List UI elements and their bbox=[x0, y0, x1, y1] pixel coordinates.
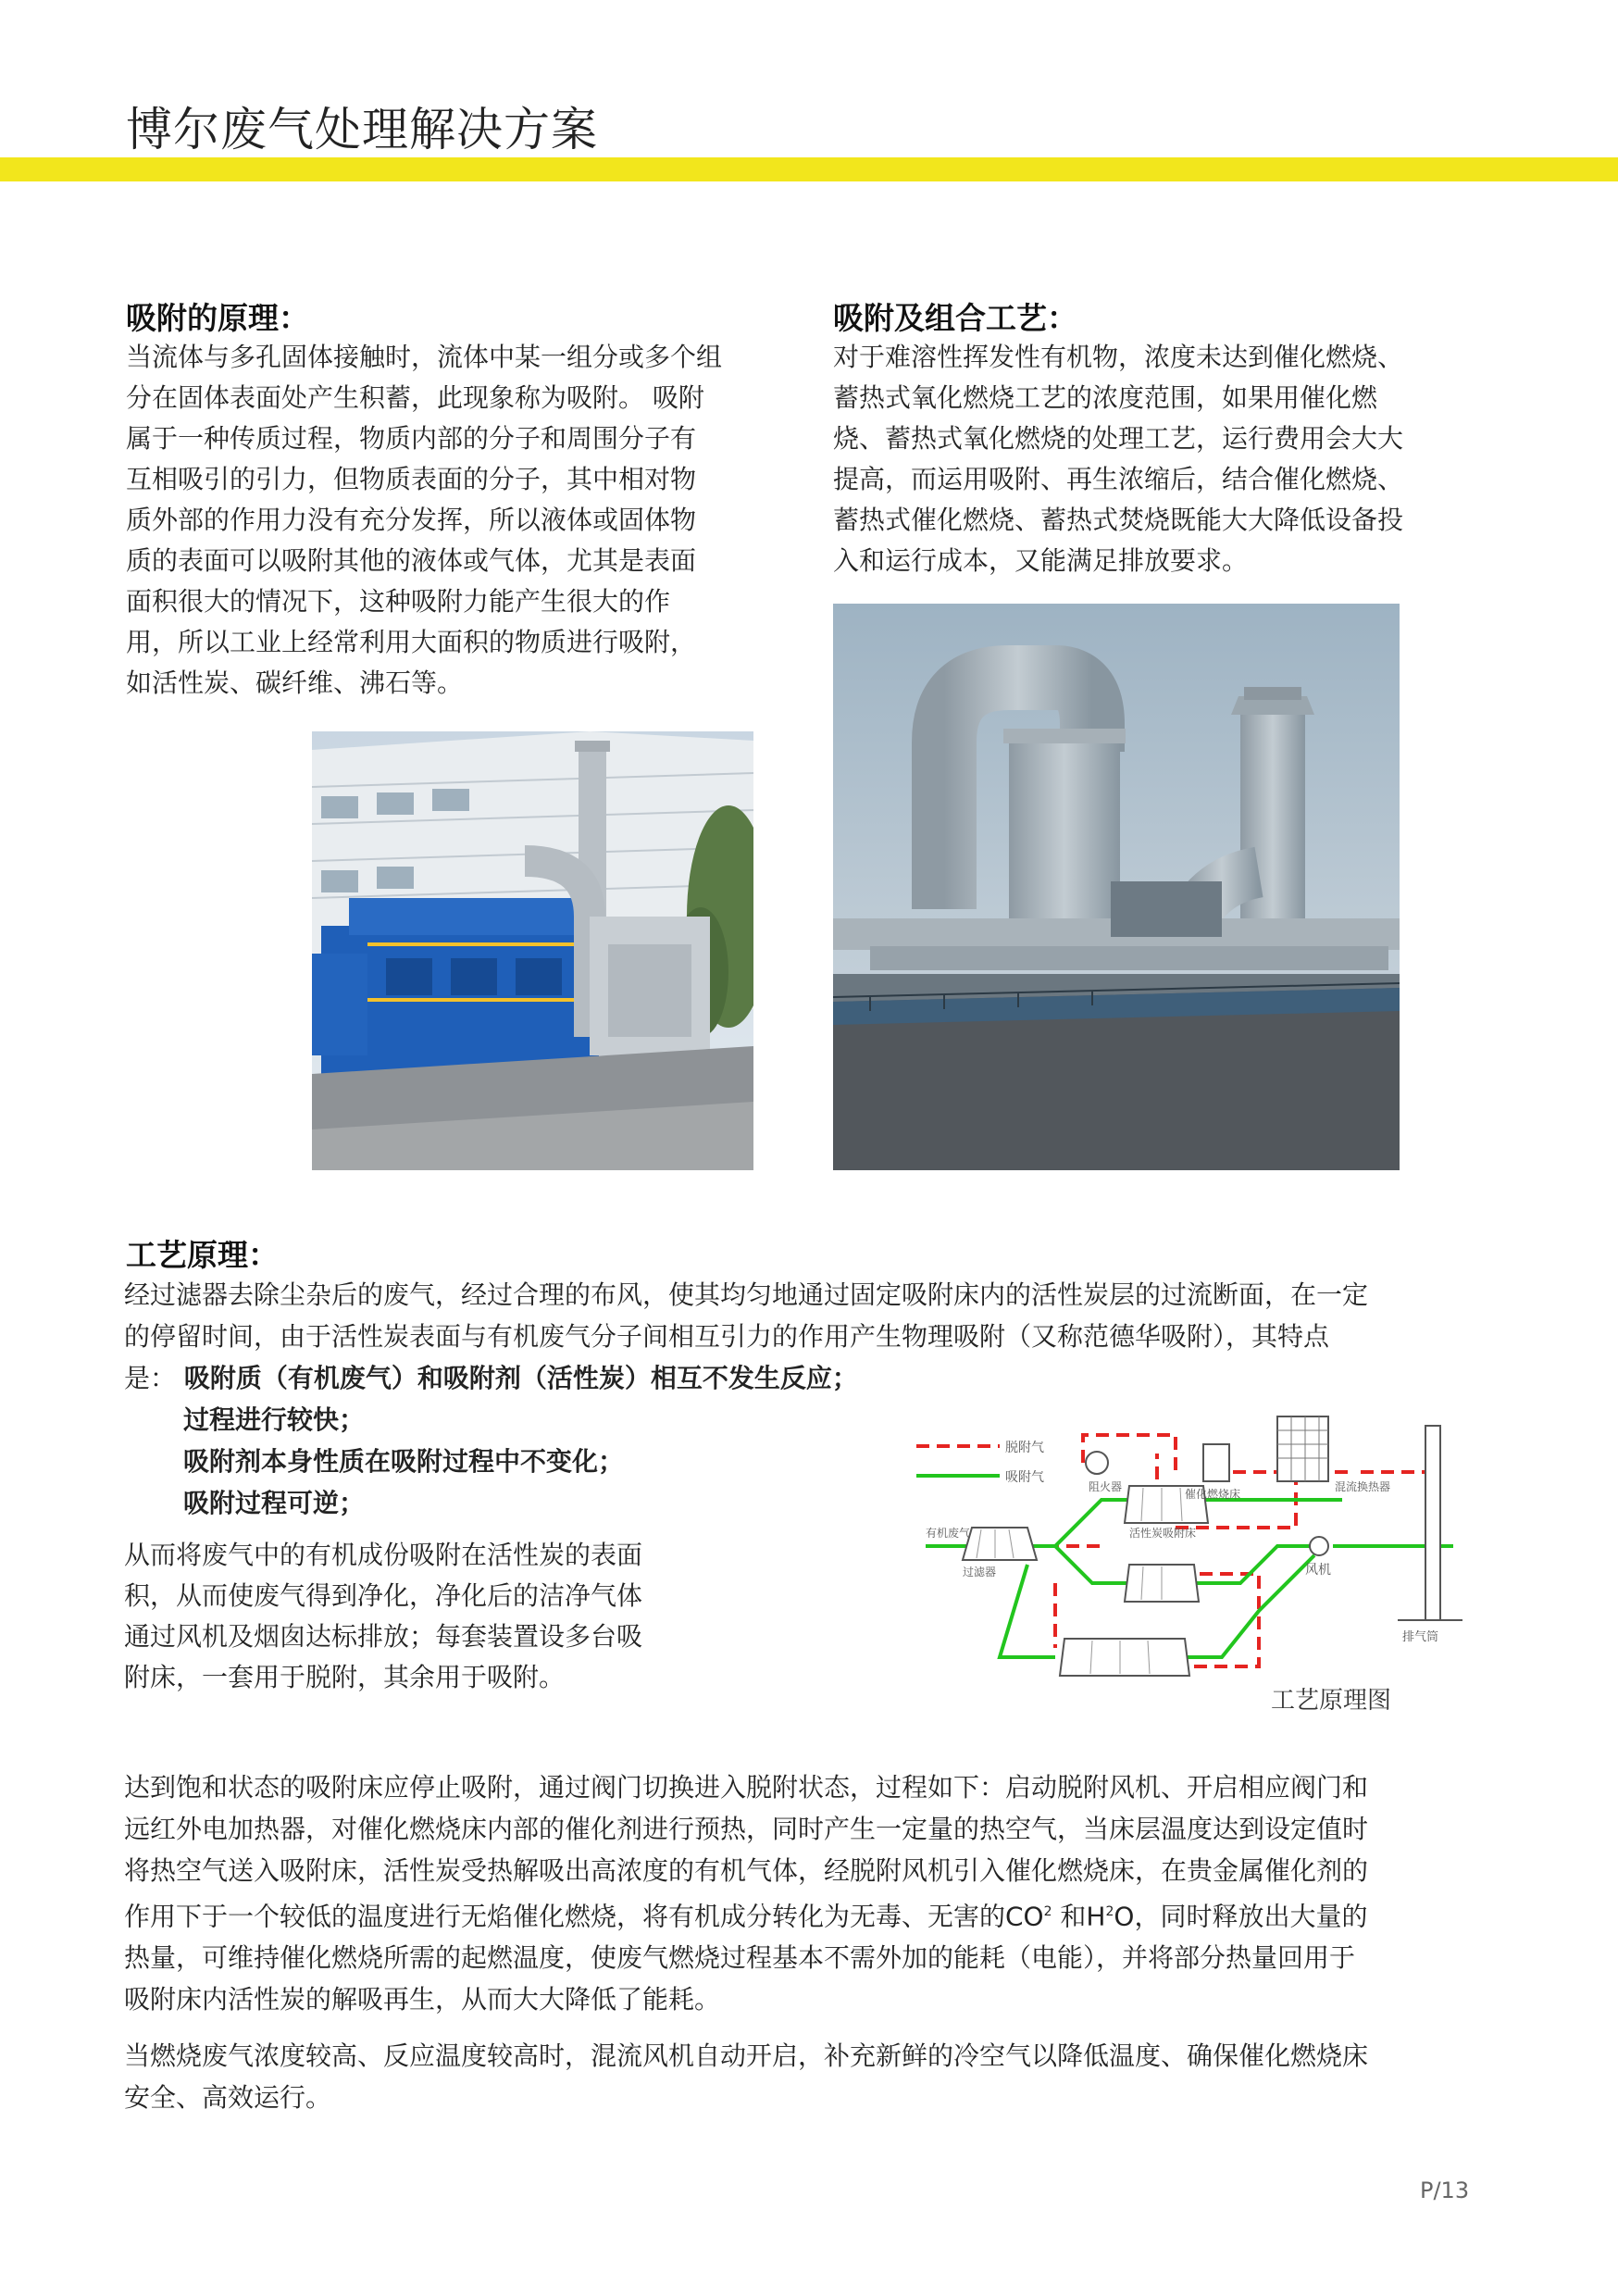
text-line: 蓄热式催化燃烧、蓄热式焚烧既能大大降低设备投 bbox=[833, 505, 1404, 535]
feature-item: 吸附质（有机废气）和吸附剂（活性炭）相互不发生反应； bbox=[183, 1363, 858, 1393]
text-line: 的停留时间，由于活性炭表面与有机废气分子间相互引力的作用产生物理吸附（又称范德华吸附），其特点 bbox=[124, 1321, 1330, 1352]
text-line: 用，所以工业上经常利用大面积的物质进行吸附， bbox=[126, 627, 697, 657]
text-line: 属于一种传质过程，物质内部的分子和周围分子有 bbox=[126, 423, 697, 454]
text-line: 质的表面可以吸附其他的液体或气体，尤其是表面 bbox=[126, 545, 697, 576]
text-line: 从而将废气中的有机成份吸附在活性炭的表面 bbox=[124, 1540, 643, 1570]
process-diagram bbox=[907, 1398, 1470, 1731]
process-heading: 工艺原理： bbox=[126, 1237, 279, 1273]
label-filter: 过滤器 bbox=[963, 1566, 997, 1578]
text-line: 当燃烧废气浓度较高、反应温度较高时，混流风机自动开启，补充新鲜的冷空气以降低温度、确保催化燃烧床 bbox=[124, 2040, 1369, 2071]
stack-shape bbox=[1425, 1426, 1440, 1620]
text-line: 将热空气送入吸附床，活性炭受热解吸出高浓度的有机气体，经脱附风机引入催化燃烧床，在贵金属催化剂的 bbox=[124, 1855, 1369, 1886]
text-line: 质外部的作用力没有充分发挥，所以液体或固体物 bbox=[126, 505, 697, 535]
diagram-caption: 工艺原理图 bbox=[1271, 1687, 1392, 1715]
page-number: P/13 bbox=[1420, 2177, 1470, 2203]
text-line: 入和运行成本，又能满足排放要求。 bbox=[833, 545, 1249, 576]
feature-item: 过程进行较快； bbox=[183, 1404, 366, 1435]
text-line: 蓄热式氧化燃烧工艺的浓度范围，如果用催化燃 bbox=[833, 382, 1378, 413]
text-line: 对于难溶性挥发性有机物，浓度未达到催化燃烧、 bbox=[833, 342, 1404, 372]
equipment-photo-rooftop bbox=[833, 604, 1400, 1170]
label-catalytic-bed: 催化燃烧床 bbox=[1185, 1488, 1241, 1501]
label-adsorber: 活性炭吸附床 bbox=[1129, 1527, 1197, 1540]
equipment-photo-blue bbox=[312, 731, 753, 1170]
text-line: 如活性炭、碳纤维、沸石等。 bbox=[126, 668, 464, 698]
intro-prefix: 是： bbox=[124, 1363, 177, 1393]
text-line: 积，从而使废气得到净化，净化后的洁净气体 bbox=[124, 1580, 643, 1611]
legend-adsorb-label: 吸附气 bbox=[1005, 1470, 1044, 1485]
text-line: 作用下于一个较低的温度进行无焰催化燃烧，将有机成分转化为无毒、无害的$CO^2$ 和$H^2O$，同时释放出大量的 bbox=[124, 1901, 1368, 1932]
text-line: 当流体与多孔固体接触时，流体中某一组分或多个组 bbox=[126, 342, 723, 372]
text-line: 吸附床内活性炭的解吸再生，从而大大降低了能耗。 bbox=[124, 1984, 721, 2015]
adsorption-heading: 吸附的原理： bbox=[126, 300, 309, 336]
feature-item: 吸附过程可逆； bbox=[183, 1488, 366, 1518]
text-line: 附床，一套用于脱附，其余用于吸附。 bbox=[124, 1662, 566, 1692]
desorption-text bbox=[124, 1766, 1470, 2020]
adsorption-text bbox=[126, 337, 774, 704]
mixing-fan-text bbox=[124, 2035, 1470, 2118]
text-line: 互相吸引的引力，但物质表面的分子，其中相对物 bbox=[126, 464, 697, 494]
text-line: 提高，而运用吸附、再生浓缩后，结合催化燃烧、 bbox=[833, 464, 1404, 494]
feature-item: 吸附剂本身性质在吸附过程中不变化； bbox=[183, 1446, 625, 1477]
label-stack: 排气筒 bbox=[1402, 1630, 1439, 1644]
text-line: 达到饱和状态的吸附床应停止吸附，通过阀门切换进入脱附状态，过程如下：启动脱附风机、开启相应阀门和 bbox=[124, 1772, 1369, 1803]
text-line: 面积很大的情况下，这种吸附力能产生很大的作 bbox=[126, 586, 671, 617]
header-accent-bar bbox=[0, 157, 1618, 181]
legend-desorb-label: 脱附气 bbox=[1005, 1441, 1044, 1455]
fire-arrester-shape bbox=[1086, 1452, 1108, 1474]
text-line: 烧、蓄热式氧化燃烧的处理工艺，运行费用会大大 bbox=[833, 423, 1404, 454]
process-result-text bbox=[124, 1535, 735, 1698]
text-line: 安全、高效运行。 bbox=[124, 2082, 332, 2113]
text-line: 经过滤器去除尘杂后的废气，经过合理的布风，使其均匀地通过固定吸附床内的活性炭层的过流断面，在一定 bbox=[124, 1279, 1369, 1310]
mixing-exchanger-shape bbox=[1277, 1416, 1328, 1481]
fan-shape bbox=[1310, 1537, 1328, 1555]
label-organic-gas: 有机废气 bbox=[926, 1527, 971, 1540]
label-mixing: 混流换热器 bbox=[1335, 1480, 1391, 1493]
text-line: 热量，可维持催化燃烧所需的起燃温度，使废气燃烧过程基本不需外加的能耗（电能），并将部分热量回用于 bbox=[124, 1942, 1356, 1974]
page-title: 博尔废气处理解决方案 bbox=[126, 103, 598, 156]
label-fire-arrester: 阻火器 bbox=[1089, 1480, 1123, 1493]
text-line: 通过风机及烟囱达标排放；每套装置设多台吸 bbox=[124, 1621, 643, 1652]
text-line: 远红外电加热器，对催化燃烧床内部的催化剂进行预热，同时产生一定量的热空气，当床层温度达到设定值时 bbox=[124, 1814, 1369, 1844]
label-fan: 风机 bbox=[1305, 1563, 1331, 1578]
text-line bbox=[124, 1357, 1470, 1399]
catalytic-bed-shape bbox=[1203, 1444, 1229, 1481]
combined-process-heading: 吸附及组合工艺： bbox=[833, 300, 1077, 336]
adsorber-beds bbox=[1060, 1486, 1208, 1676]
combined-process-text bbox=[833, 337, 1481, 581]
text-line: 分在固体表面处产生积蓄，此现象称为吸附。 吸附 bbox=[126, 382, 704, 413]
filter-shape bbox=[963, 1528, 1037, 1560]
